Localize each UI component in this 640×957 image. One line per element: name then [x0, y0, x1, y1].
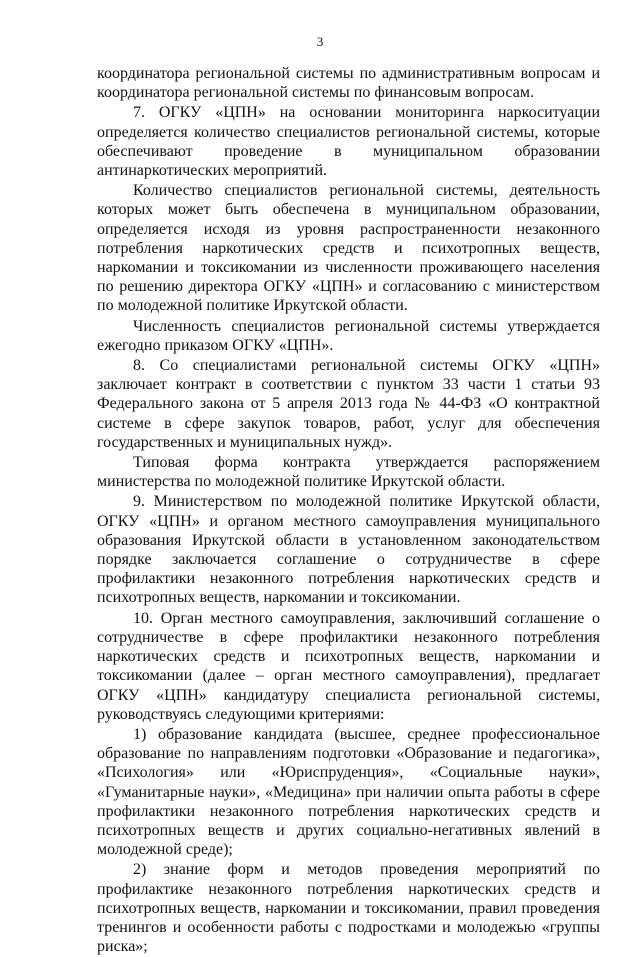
paragraph-item-9: 9. Министерством по молодежной политике Иркутской области, ОГКУ «ЦПН» и органом местного самоуправления муниципального образования Иркутской области в установленном законодательством порядке заключается соглашение о сотрудничестве в сфере профилактики незаконного потребления наркотических средств и психотропных веществ, наркомании и токсикомании. [97, 493, 600, 607]
paragraph-criterion-1: 1) образование кандидата (высшее, среднее профессиональное образование по направлениям подготовки «Образование и педагогика», «Психология» или «Юриспруденция», «Социальные науки», «Гуманитарные науки», «Медицина» при наличии опыта работы в сфере профилактики незаконного потребления наркотических средств и психотропных веществ и других социально-негативных явлений в молодежной среде); [97, 725, 600, 859]
paragraph-criterion-2: 2) знание форм и методов проведения мероприятий по профилактике незаконного потребления наркотических средств и психотропных веществ, наркомании и токсикомании, правил проведения тренингов и особенности работы с подростками и молодежью «группы риска»; [97, 861, 600, 956]
paragraph-specialists-number: Численность специалистов региональной системы утверждается ежегодно приказом ОГКУ «ЦПН». [97, 317, 600, 354]
page-number: 3 [316, 34, 324, 49]
paragraph-specialists-count: Количество специалистов региональной системы, деятельность которых может быть обеспечена в муниципальном образовании, определяется исходя из уровня распространенности незаконного потребления наркотических средств и психотропных веществ, наркомании и токсикомании из численности проживающего населения по решению директора ОГКУ «ЦПН» и согласованию с министерством по молодежной политике Иркутской области. [97, 182, 600, 315]
paragraph-contract-form: Типовая форма контракта утверждается распоряжением министерства по молодежной политике Иркутской области. [97, 454, 600, 491]
document-body [97, 64, 600, 957]
paragraph-item-8: 8. Со специалистами региональной системы ОГКУ «ЦПН» заключает контракт в соответствии с пунктом 33 части 1 статьи 93 Федерального закона от 5 апреля 2013 года № 44-ФЗ «О контрактной системе в сфере закупок товаров, работ, услуг для обеспечения государственных и муниципальных нужд». [97, 357, 600, 451]
paragraph-continuation: координатора региональной системы по административным вопросам и координатора региональной системы по финансовым вопросам. [97, 65, 600, 102]
paragraph-item-7: 7. ОГКУ «ЦПН» на основании мониторинга наркоситуации определяется количество специалистов региональной системы, которые обеспечивают проведение в муниципальном образовании антинаркотических мероприятий. [97, 104, 600, 180]
paragraph-item-10: 10. Орган местного самоуправления, заключивший соглашение о сотрудничестве в сфере профилактики незаконного потребления наркотических средств и психотропных веществ, наркомании и токсикомании (далее – орган местного самоуправления), предлагает ОГКУ «ЦПН» кандидатуру специалиста региональной системы, руководствуясь следующими критериями: [97, 609, 600, 723]
